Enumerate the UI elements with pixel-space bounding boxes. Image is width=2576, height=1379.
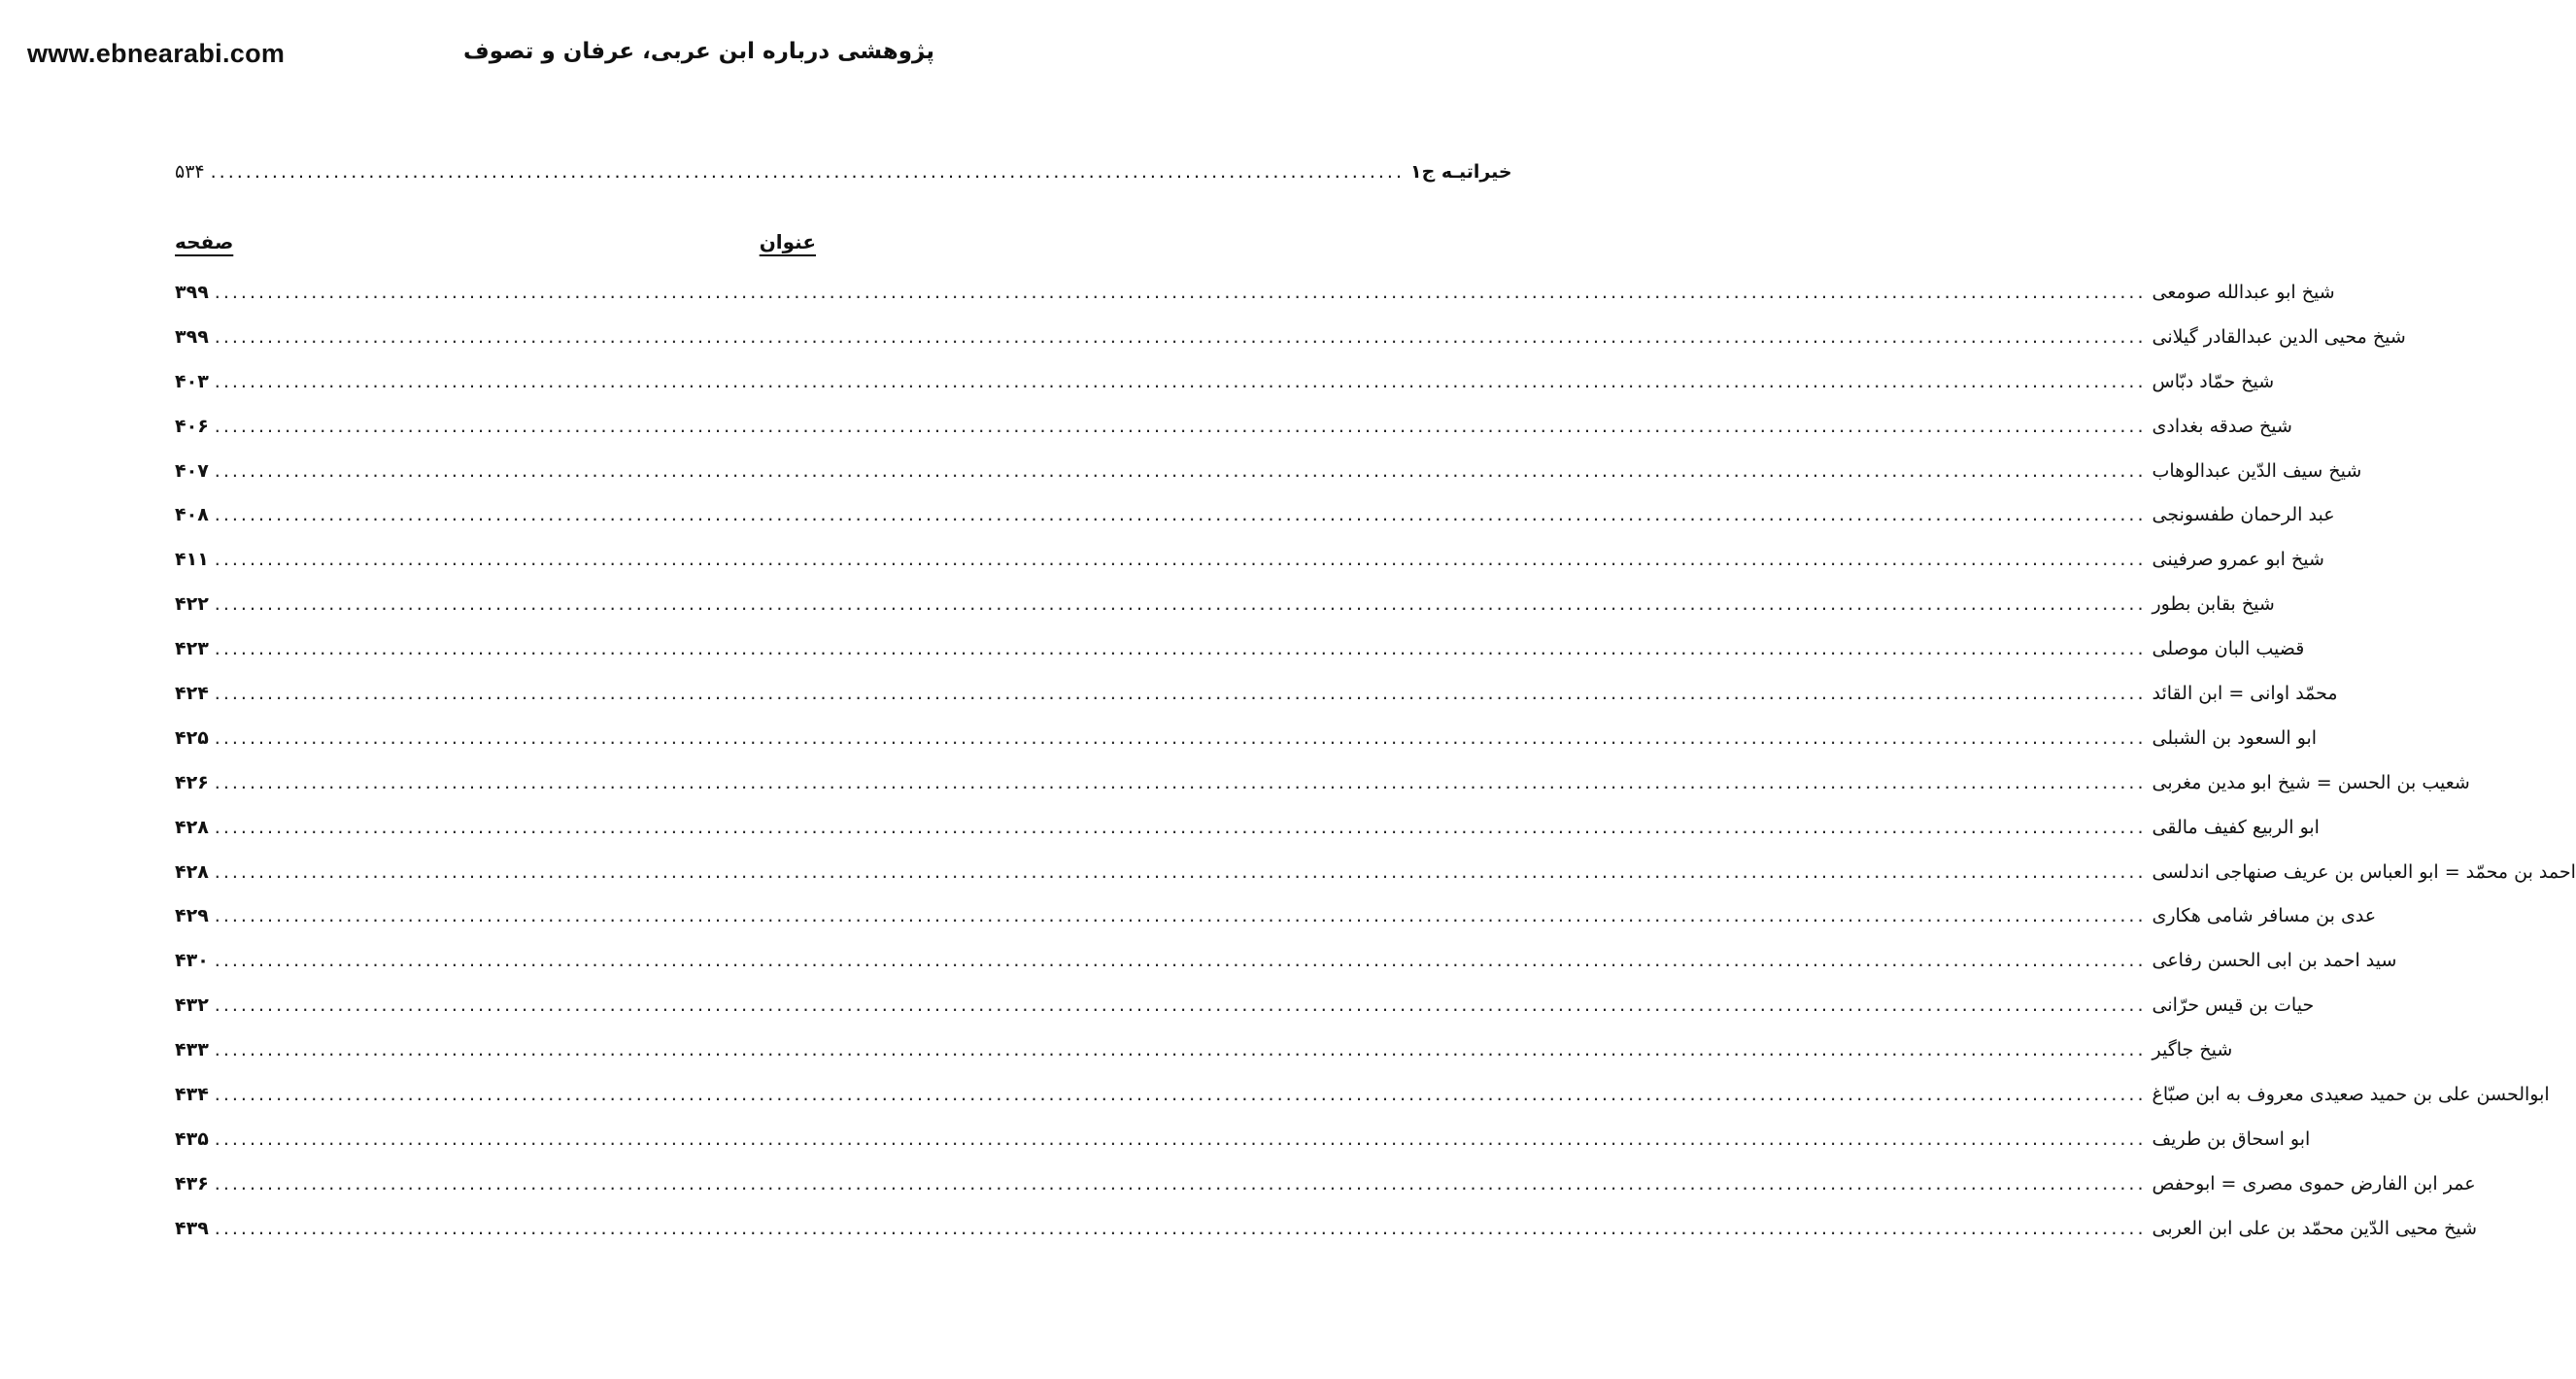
toc-entry-page: ۴۲۸ (175, 860, 209, 883)
column-header-title: عنوان (759, 230, 816, 253)
dot-leader: ............................................................................................................................................................................................................................ (214, 549, 2147, 571)
dot-leader: ........................................................................................................................................ (210, 161, 1406, 183)
running-head-title: خیراتیـه ج۱ (1410, 161, 1512, 183)
toc-entry (175, 404, 2292, 449)
toc-entry (175, 983, 2315, 1027)
toc-entry-page: ۴۲۲ (175, 593, 209, 616)
dot-leader: ............................................................................................................................................................................................................................ (214, 771, 2147, 793)
toc-entry-title: ابو السعود بن الشبلی (2152, 726, 2318, 749)
toc-entry-page: ۴۲۳ (175, 638, 209, 660)
toc-entry-title: شیخ صدقه بغدادی (2152, 415, 2292, 437)
toc-entry-page: ۴۳۹ (175, 1217, 209, 1239)
toc-entry-title: شیخ حمّاد دبّاس (2152, 370, 2275, 392)
toc-entry-page: ۳۹۹ (175, 281, 209, 303)
toc-entry (175, 626, 2305, 671)
toc-entry-title: شیخ بقابن بطور (2152, 593, 2275, 616)
toc-entry-page: ۴۳۴ (175, 1083, 209, 1105)
dot-leader: ............................................................................................................................................................................................................................ (214, 994, 2147, 1017)
toc-entry-title: احمد بن محمّد = ابو العباس بن عریف صنهاجی اندلسی (2152, 860, 2576, 883)
toc-entry-page: ۴۰۶ (175, 415, 209, 437)
toc-entry-title: شیخ سیف الدّین عبدالوهاب (2152, 459, 2362, 482)
toc-entry-title: عمر ابن الفارض حموی مصری = ابوحفص (2152, 1172, 2476, 1194)
dot-leader: ............................................................................................................................................................................................................................ (214, 459, 2147, 482)
toc-entry (175, 938, 2397, 983)
toc-entry-page: ۴۰۸ (175, 504, 209, 526)
toc-entry-page: ۴۰۷ (175, 459, 209, 482)
dot-leader: ............................................................................................................................................................................................................................ (214, 860, 2147, 883)
site-url: www.ebnearabi.com (27, 39, 286, 68)
toc-entry-page: ۳۹۹ (175, 325, 209, 348)
dot-leader: ............................................................................................................................................................................................................................ (214, 415, 2147, 437)
toc-entry (175, 492, 2335, 537)
toc-entry (175, 359, 2275, 404)
toc-entry-title: عبد الرحمان طفسونجی (2152, 504, 2335, 526)
toc-entry (175, 850, 2576, 894)
dot-leader: ............................................................................................................................................................................................................................ (214, 325, 2147, 348)
toc-entry (175, 537, 2324, 582)
toc-entry (175, 893, 2377, 938)
dot-leader: ............................................................................................................................................................................................................................ (214, 726, 2147, 749)
toc-entry (175, 270, 2335, 315)
toc-entry-page: ۴۰۳ (175, 370, 209, 392)
toc-entry-title: سید احمد بن ابی الحسن رفاعی (2152, 950, 2397, 972)
toc-entry-title: شیخ محیی الدین عبدالقادر گیلانی (2152, 325, 2406, 348)
toc-entry (175, 1161, 2476, 1206)
book-title: پژوهشی درباره ابن عربی، عرفان و تصوف (463, 39, 934, 64)
toc-entry-page: ۴۳۳ (175, 1039, 209, 1061)
toc-entry (175, 315, 2406, 359)
toc-entry-page: ۴۳۵ (175, 1127, 209, 1150)
toc-entry-page: ۴۳۰ (175, 950, 209, 972)
toc-entry-page: ۴۳۶ (175, 1172, 209, 1194)
toc-entry-page: ۴۲۵ (175, 726, 209, 749)
toc-entry (175, 1072, 2550, 1117)
toc-entry-title: ابو الربیع کفیف مالقی (2152, 816, 2320, 838)
dot-leader: ............................................................................................................................................................................................................................ (214, 593, 2147, 616)
toc-entry-title: محمّد اوانی = ابن القائد (2152, 682, 2338, 704)
toc-entry-title: ابو اسحاق بن طریف (2152, 1127, 2311, 1150)
toc-entry (175, 671, 2338, 716)
toc-entry (175, 582, 2275, 626)
toc-entry (175, 1027, 2233, 1072)
toc-list (175, 270, 2576, 1251)
toc-entry (175, 805, 2320, 850)
toc-entry-page: ۴۲۹ (175, 905, 209, 927)
dot-leader: ............................................................................................................................................................................................................................ (214, 682, 2147, 704)
dot-leader: ............................................................................................................................................................................................................................ (214, 504, 2147, 526)
dot-leader: ............................................................................................................................................................................................................................ (214, 816, 2147, 838)
toc-entry-title: شیخ ابو عبدالله صومعی (2152, 281, 2335, 303)
toc-entry (175, 760, 2470, 805)
dot-leader: ............................................................................................................................................................................................................................ (214, 638, 2147, 660)
toc-entry (175, 1117, 2311, 1161)
toc-entry-page: ۴۲۶ (175, 771, 209, 793)
running-head-page-number: ۵۳۴ (175, 161, 205, 183)
toc-entry-title: شیخ محیی الدّین محمّد بن علی ابن العربی (2152, 1217, 2477, 1239)
running-head (175, 161, 1512, 190)
dot-leader: ............................................................................................................................................................................................................................ (214, 1127, 2147, 1150)
dot-leader: ............................................................................................................................................................................................................................ (214, 281, 2147, 303)
toc-entry-title: حیات بن قیس حرّانی (2152, 994, 2315, 1017)
dot-leader: ............................................................................................................................................................................................................................ (214, 1172, 2147, 1194)
toc-entry (175, 1206, 2477, 1251)
toc-entry-page: ۴۲۸ (175, 816, 209, 838)
toc-entry-title: شیخ جاگیر (2152, 1039, 2233, 1061)
dot-leader: ............................................................................................................................................................................................................................ (214, 1039, 2147, 1061)
toc-entry-title: ابوالحسن علی بن حمید صعیدی معروف به ابن صبّاغ (2152, 1083, 2550, 1105)
toc-entry-page: ۴۲۴ (175, 682, 209, 704)
dot-leader: ............................................................................................................................................................................................................................ (214, 950, 2147, 972)
toc-entry-page: ۴۳۲ (175, 994, 209, 1017)
toc-entry (175, 449, 2362, 493)
dot-leader: ............................................................................................................................................................................................................................ (214, 370, 2147, 392)
toc-entry-page: ۴۱۱ (175, 549, 209, 571)
toc-entry-title: شیخ ابو عمرو صرفینی (2152, 549, 2324, 571)
dot-leader: ............................................................................................................................................................................................................................ (214, 1083, 2147, 1105)
dot-leader: ............................................................................................................................................................................................................................ (214, 905, 2147, 927)
dot-leader: ............................................................................................................................................................................................................................ (214, 1217, 2147, 1239)
toc-entry-title: عدی بن مسافر شامی هکاری (2152, 905, 2377, 927)
toc-entry-title: شعیب بن الحسن = شیخ ابو مدین مغربی (2152, 771, 2470, 793)
toc-entry-title: قضیب البان موصلی (2152, 638, 2305, 660)
column-header-page: صفحه (175, 230, 234, 253)
toc-entry (175, 716, 2318, 760)
